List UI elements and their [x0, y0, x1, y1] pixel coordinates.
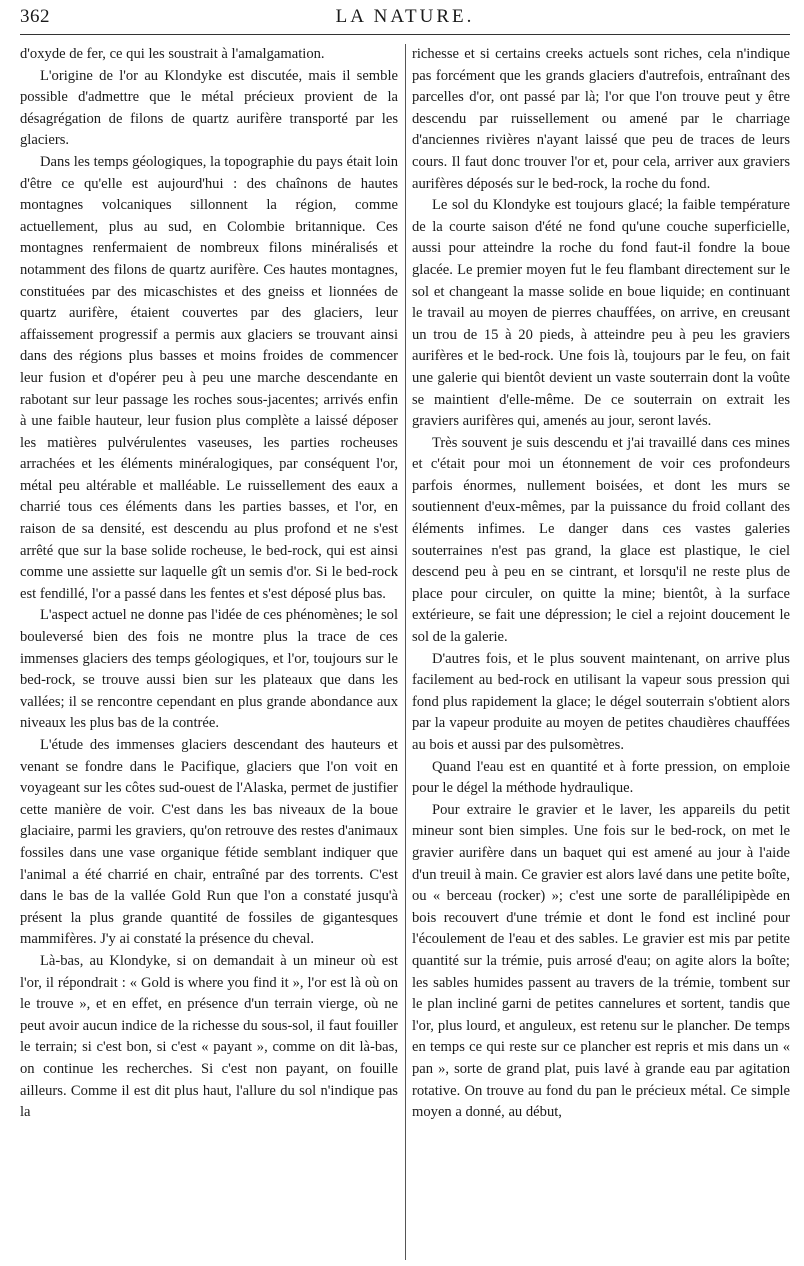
paragraph: Très souvent je suis descendu et j'ai travaillé dans ces mines et c'était pour moi un étonnement de voir ces profondeurs parfois énormes, nullement boisées, et dont les murs se soutiennent d'eux-mêmes, par la puissance du froid collant des éléments infimes. Le danger dans ces vastes galeries souterraines n'est pas grand, la glace est plastique, le ciel descend peu à peu en se cintrant, et lorsqu'il ne reste plus de place pour circuler, on quitte la mine; bientôt, à la surface extérieure, se fait une dépression; le ciel a rejoint doucement le sol de la galerie. [412, 434, 790, 646]
paragraph: Quand l'eau est en quantité et à forte pression, on emploie pour le dégel la méthode hydraulique. [412, 758, 790, 797]
paragraph: L'étude des immenses glaciers descendant des hauteurs et venant se fondre dans le Pacifique, glaciers que l'on voit en voyageant sur les côtes sud-ouest de l'Alaska, permet de justifier cette manière de voir. C'est dans les bas niveaux de la boue glaciaire, parmi les graviers, qu'on retrouve des restes d'animaux fossiles dans une vase organique fétide semblant indiquer que l'animal a été charrié en chair, entraîné par des torrents. C'est dans le bas de la vallée Gold Run que l'on a constaté jusqu'à présent la plus grande quantité de fossiles de gigantesques mammifères. J'y ai constaté la présence du cheval. [20, 737, 398, 948]
paragraph: Dans les temps géologiques, la topographie du pays était loin d'être ce qu'elle est aujourd'hui : des chaînons de hautes montagnes volcaniques sillonnent la région, comme actuellement, plus au sud, en Colombie britannique. Ces montagnes renfermaient de nombreux filons minéralisés et notamment des filons de quartz aurifère. Ces hautes montagnes, constituées par des micaschistes et des gneiss et lionnées de quartz aurifère, étaient couvertes par des glaciers, leur affaissement progressif a permis aux glaciers se trouvant ainsi dans des régions plus basses et moins froides de commencer leur fusion et d'opérer peu à peu une marche descendante en rabotant sur leur passage les roches sous-jacentes; arrivés enfin à une faible hauteur, leur fusion plus complète a laissé déposer les matières pulvérulentes vaseuses, les parties rocheuses arrachées et les éléments minéralogiques, par conséquent l'or, métal peu altérable et malléable. Le ruissellement des eaux a charrié tous ces éléments dans les parties basses, et l'or, en raison de sa densité, est descendu au plus profond et ne s'est arrêté que sur la base solide rocheuse, le bed-rock, qui est ainsi comme une assiette sur laquelle gît un semis d'or. Si le bed-rock est fendillé, l'or a passé dans les fentes et s'est déposé plus bas. [20, 153, 398, 602]
header-rule [20, 34, 790, 35]
paragraph: d'oxyde de fer, ce qui les soustrait à l'amalgamation. [20, 46, 325, 62]
left-column [20, 44, 398, 1260]
paragraph: D'autres fois, et le plus souvent maintenant, on arrive plus facilement au bed-rock en utilisant la vapeur sous pression qui fond plus rapidement la glace; le dégel souterrain s'obtient alors par la vapeur produite au moyen de petites chaudières chauffées au bois et aussi par des pulsomètres. [412, 650, 790, 753]
paragraph: Le sol du Klondyke est toujours glacé; la faible température de la courte saison d'été ne fond qu'une couche superficielle, aussi pour atteindre la roche du fond faut-il fondre la boue glacée. Le premier moyen fut le feu flambant directement sur le sol et changeant la masse solide en boue liquide; en continuant le travail au moyen de pierres chauffées, on arrive, en creusant un trou de 15 à 20 pieds, à atteindre peu à peu les graviers aurifères et le bed-rock. Une fois là, toujours par le feu, on fait une galerie qui bientôt devient un vaste souterrain dont la voûte se maintient d'elle-même. De ce souterrain on extrait les graviers aurifères qui, amenés au jour, seront lavés. [412, 197, 790, 430]
column-divider [405, 44, 406, 1260]
paragraph: richesse et si certains creeks actuels sont riches, cela n'indique pas forcément que les grands glaciers d'autrefois, entraînant des parcelles d'or, ont passé par là; l'or que l'on trouve peut y être descendu par ruissellement ou amené par le charriage d'anciennes rivières n'ayant laissé que peu de traces de leurs cours. Il faut donc trouver l'or et, pour cela, arriver aux graviers aurifères déposés sur le bed-rock, la roche du fond. [412, 46, 790, 192]
paragraph: L'origine de l'or au Klondyke est discutée, mais il semble possible d'admettre que le métal précieux provient de la désagrégation de filons de quartz aurifère transporté par les glaciers. [20, 67, 398, 149]
paragraph: Pour extraire le gravier et le laver, les appareils du petit mineur sont bien simples. Une fois sur le bed-rock, on met le gravier aurifère dans un baquet qui est amené au jour à l'aide d'un treuil à main. Ce gravier est alors lavé dans une petite boîte, ou « berceau (rocker) »; c'est une sorte de parallélipipède en bois recouvert d'une trémie et dont le fond est incliné pour l'écoulement de l'eau et des sables. Le gravier est mis par petite quantité sur la trémie, puis arrosé d'eau; on agite alors la boîte; les sables humides passent au travers de la trémie, tombent sur le plan incliné garni de petites cannelures et sortent, tandis que l'or, plus lourd, et anguleux, est retenu sur le plancher. De temps en temps ce qui reste sur ce plancher est repris et mis dans un « pan », sorte de grand plat, puis lavé à grande eau par agitation rotative. On trouve au fond du pan le précieux métal. Ce simple moyen a donné, au début, [412, 801, 790, 1121]
page-header [20, 6, 790, 32]
right-column [412, 44, 790, 1260]
page-number: 362 [20, 6, 50, 27]
paragraph: Là-bas, au Klondyke, si on demandait à un mineur où est l'or, il répondrait : « Gold is where you find it », l'or est là où on le trouve », et en effet, en présence d'un terrain vierge, où ne peut avoir aucun indice de la richesse du sous-sol, il faut fouiller le terrain; si c'est bon, si c'est « payant », comme on dit là-bas, on continue les recherches. Si c'est non payant, on fouille ailleurs. Comme il est dit plus haut, l'allure du sol n'indique pas la [20, 952, 398, 1121]
article-body [20, 44, 790, 1260]
paragraph: L'aspect actuel ne donne pas l'idée de ces phénomènes; le sol bouleversé bien des fois ne montre plus la trace de ces immenses glaciers des temps géologiques, et l'or, toujours sur le bed-rock, se trouve aussi bien sur les plateaux que dans les vallées; il se rencontre cependant en plus grande abondance aux niveaux les plus bas de la contrée. [20, 607, 398, 732]
running-title: LA NATURE. [335, 6, 475, 27]
